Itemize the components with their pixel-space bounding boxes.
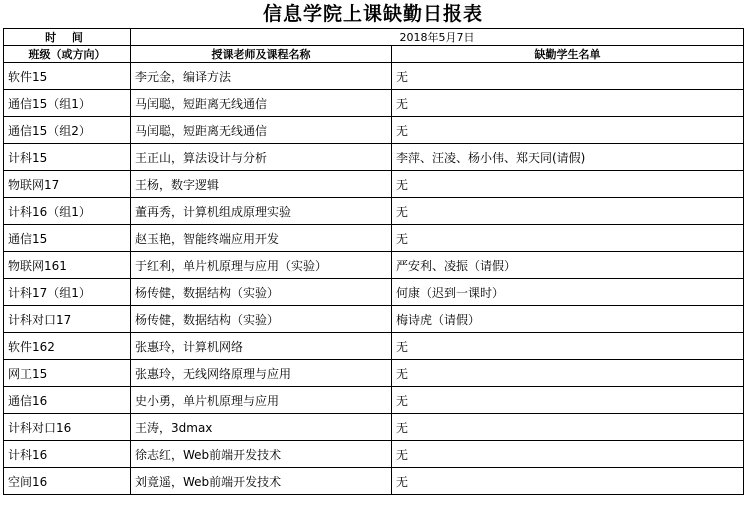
class-cell: 通信15（组1） [4,90,131,117]
course-cell: 王涛，3dmax [131,414,392,441]
table-row [4,117,744,144]
absent-cell: 无 [392,468,744,495]
course-cell: 于红利，单片机原理与应用（实验） [131,252,392,279]
absent-cell: 无 [392,360,744,387]
course-cell: 史小勇，单片机原理与应用 [131,387,392,414]
column-header-row [4,46,744,63]
class-cell: 计科15 [4,144,131,171]
absent-cell: 无 [392,198,744,225]
table-row [4,63,744,90]
column-header-absent: 缺勤学生名单 [392,46,744,63]
class-cell: 计科17（组1） [4,279,131,306]
absent-cell: 李萍、汪凌、杨小伟、郑天同(请假) [392,144,744,171]
course-cell: 董再秀，计算机组成原理实验 [131,198,392,225]
absent-cell: 无 [392,117,744,144]
attendance-table [3,28,744,495]
absent-cell: 严安利、凌振（请假） [392,252,744,279]
class-cell: 网工15 [4,360,131,387]
class-cell: 软件162 [4,333,131,360]
table-row [4,468,744,495]
class-cell: 物联网161 [4,252,131,279]
table-row [4,333,744,360]
course-cell: 王杨，数字逻辑 [131,171,392,198]
class-cell: 通信15（组2） [4,117,131,144]
table-row [4,306,744,333]
table-row [4,252,744,279]
absent-cell: 无 [392,225,744,252]
class-cell: 计科对口16 [4,414,131,441]
table-row [4,414,744,441]
course-cell: 李元金，编译方法 [131,63,392,90]
table-row [4,360,744,387]
table-row [4,90,744,117]
table-row [4,225,744,252]
course-cell: 王正山，算法设计与分析 [131,144,392,171]
absent-cell: 无 [392,441,744,468]
class-cell: 物联网17 [4,171,131,198]
absent-cell: 无 [392,171,744,198]
column-header-class: 班级（或方向） [4,46,131,63]
table-row [4,441,744,468]
column-header-course: 授课老师及课程名称 [131,46,392,63]
date-cell: 2018年5月7日 [131,29,744,46]
absent-cell: 无 [392,414,744,441]
time-label-cell: 时 间 [4,29,131,46]
table-row [4,198,744,225]
class-cell: 通信16 [4,387,131,414]
course-cell: 赵玉艳，智能终端应用开发 [131,225,392,252]
absent-cell: 何康（迟到一课时） [392,279,744,306]
date-row [4,29,744,46]
class-cell: 计科16 [4,441,131,468]
class-cell: 计科16（组1） [4,198,131,225]
course-cell: 马闰聪，短距离无线通信 [131,117,392,144]
class-cell: 软件15 [4,63,131,90]
course-cell: 杨传健，数据结构（实验） [131,279,392,306]
table-row [4,279,744,306]
class-cell: 计科对口17 [4,306,131,333]
table-row [4,171,744,198]
course-cell: 徐志红，Web前端开发技术 [131,441,392,468]
absent-cell: 无 [392,333,744,360]
absent-cell: 无 [392,90,744,117]
absent-cell: 梅诗虎（请假） [392,306,744,333]
course-cell: 刘竟遥，Web前端开发技术 [131,468,392,495]
absent-cell: 无 [392,63,744,90]
report-title: 信息学院上课缺勤日报表 [262,3,483,25]
table-row [4,387,744,414]
course-cell: 张惠玲，无线网络原理与应用 [131,360,392,387]
table-row [4,144,744,171]
course-cell: 张惠玲，计算机网络 [131,333,392,360]
class-cell: 通信15 [4,225,131,252]
course-cell: 杨传健，数据结构（实验） [131,306,392,333]
class-cell: 空间16 [4,468,131,495]
absent-cell: 无 [392,387,744,414]
course-cell: 马闰聪，短距离无线通信 [131,90,392,117]
